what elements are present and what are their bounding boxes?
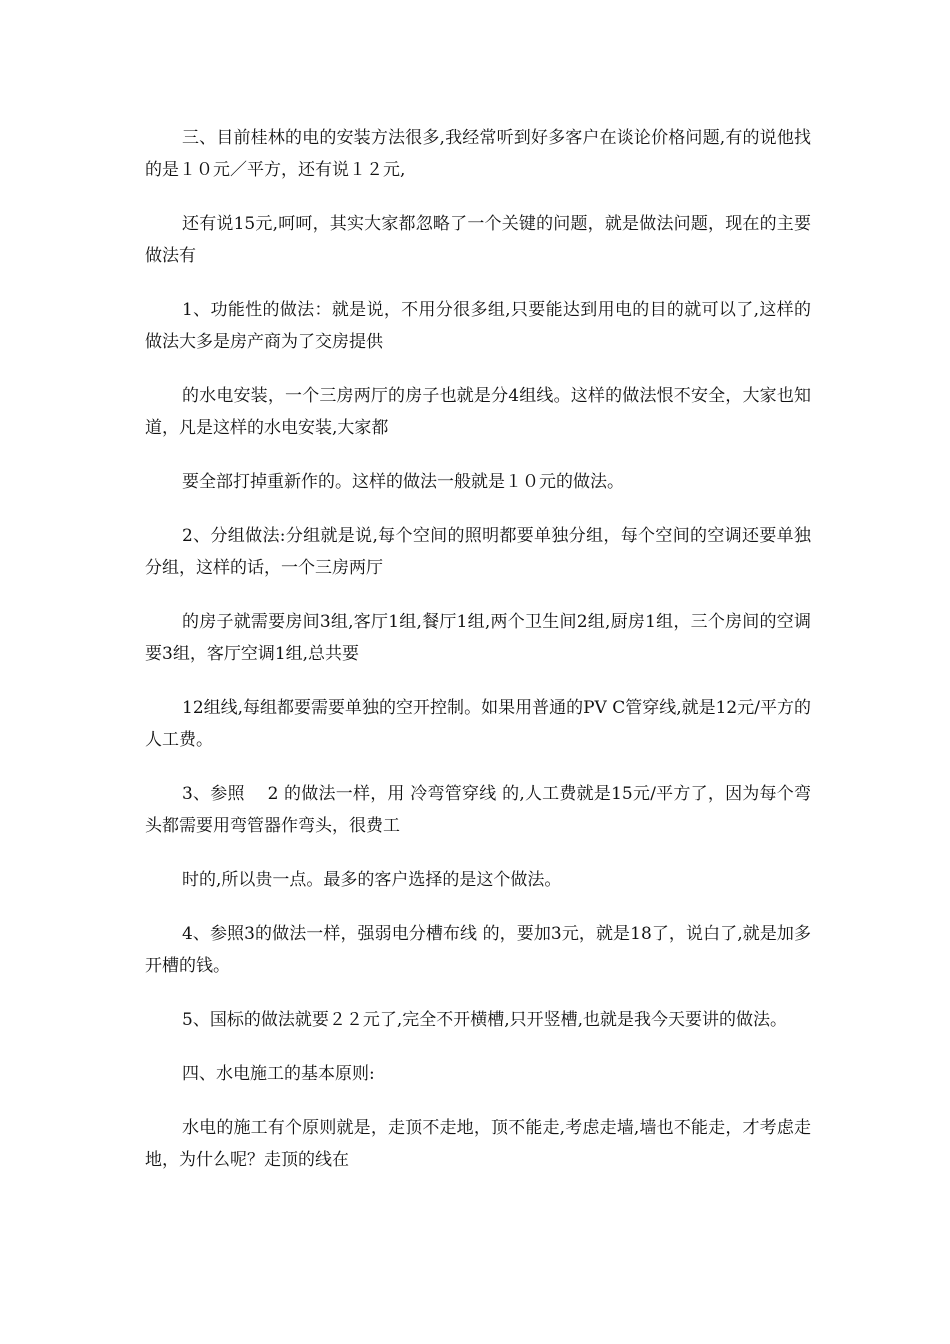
paragraph-method-2-end: 12组线,每组都要需要单独的空开控制。如果用普通的PV C管穿线,就是12元/平方的人工费。 <box>145 698 811 750</box>
paragraph-principle: 水电的施工有个原则就是，走顶不走地，顶不能走,考虑走墙,墙也不能走，才考虑走地，为什么呢？走顶的线在 <box>145 1118 811 1170</box>
paragraph-method-1: 1、功能性的做法：就是说，不用分很多组,只要能达到用电的目的就可以了,这样的做法大多是房产商为了交房提供 <box>145 300 811 352</box>
paragraph-method-2-continued: 的房子就需要房间3组,客厅1组,餐厅1组,两个卫生间2组,厨房1组，三个房间的空调要3组，客厅空调1组,总共要 <box>145 612 811 664</box>
paragraph-method-2: 2、分组做法:分组就是说,每个空间的照明都要单独分组，每个空间的空调还要单独分组，这样的话，一个三房两厅 <box>145 526 811 578</box>
document-body <box>145 122 811 1198</box>
paragraph-method-4: 4、参照3的做法一样，强弱电分槽布线 的，要加3元，就是18了，说白了,就是加多开槽的钱。 <box>145 924 811 976</box>
paragraph-method-5: 5、国标的做法就要２２元了,完全不开横槽,只开竖槽,也就是我今天要讲的做法。 <box>182 1010 788 1030</box>
paragraph-intro-section-3: 三、目前桂林的电的安装方法很多,我经常听到好多客户在谈论价格问题,有的说他找的是１０元／平方，还有说１２元, <box>145 128 811 180</box>
paragraph-method-1-continued: 的水电安装，一个三房两厅的房子也就是分4组线。这样的做法恨不安全，大家也知道，凡是这样的水电安装,大家都 <box>145 386 811 438</box>
paragraph-intro-continued: 还有说15元,呵呵，其实大家都忽略了一个关键的问题，就是做法问题，现在的主要做法有 <box>145 214 811 266</box>
paragraph-method-1-end: 要全部打掉重新作的。这样的做法一般就是１０元的做法。 <box>182 472 624 492</box>
paragraph-method-3-end: 时的,所以贵一点。最多的客户选择的是这个做法。 <box>182 870 562 890</box>
paragraph-method-3: 3、参照 2 的做法一样，用 冷弯管穿线 的,人工费就是15元/平方了，因为每个弯头都需要用弯管器作弯头，很费工 <box>145 784 811 836</box>
section-heading-4: 四、水电施工的基本原则: <box>182 1064 375 1084</box>
